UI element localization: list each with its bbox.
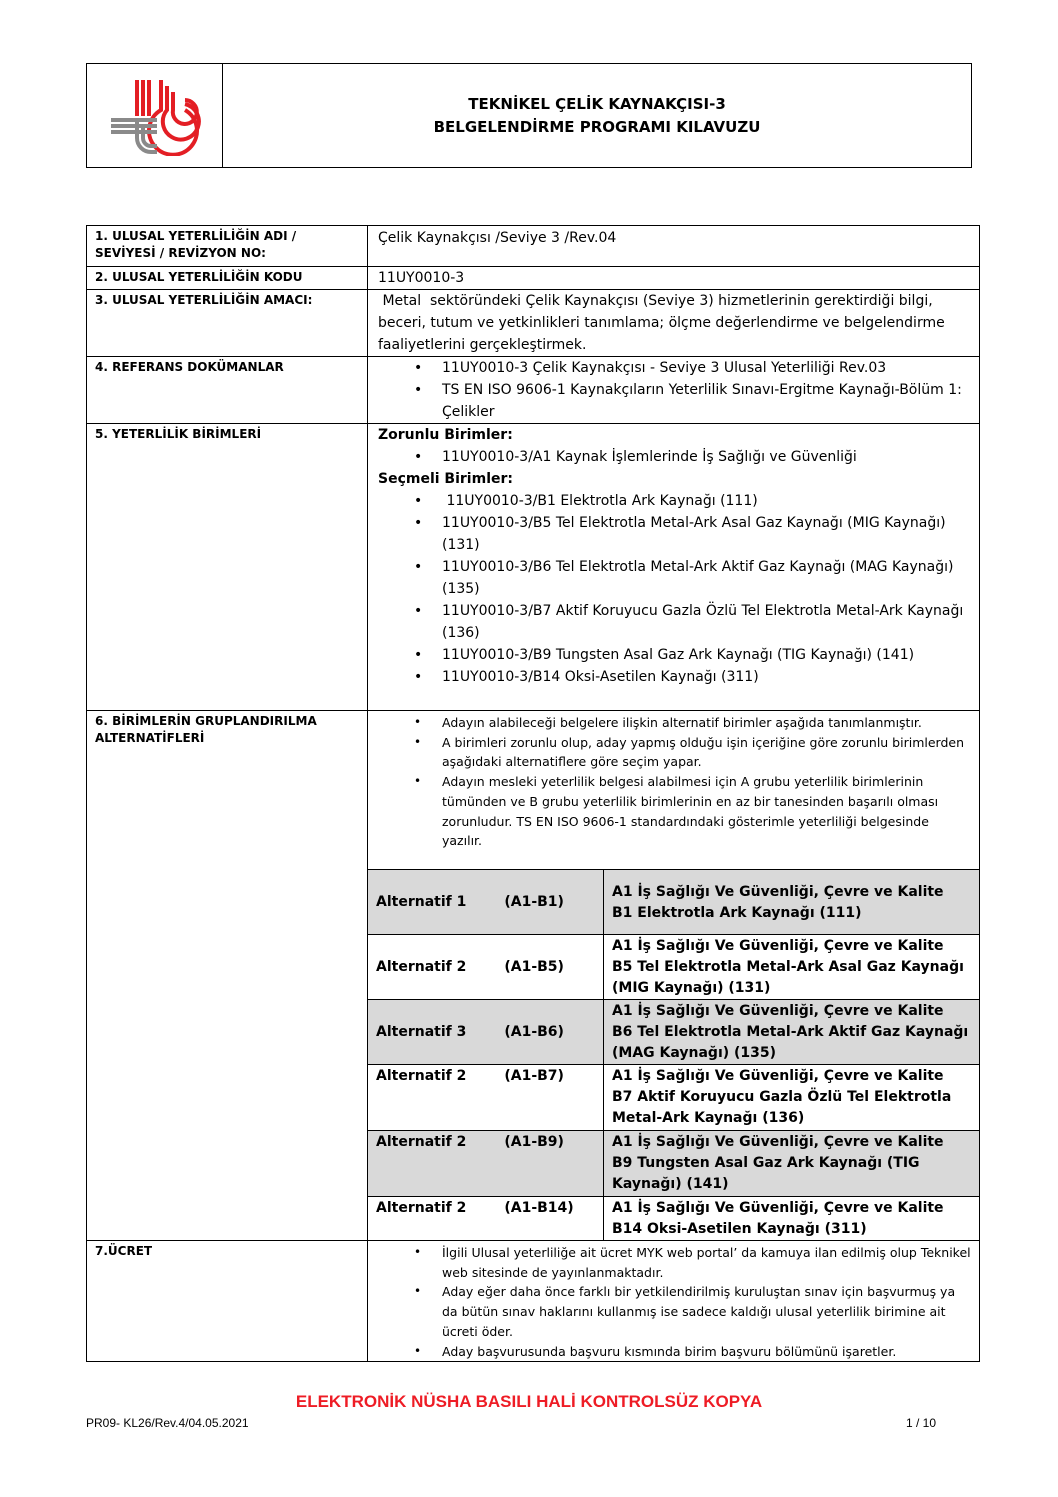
teknikel-logo-icon [107,76,203,156]
mandatory-units-title: Zorunlu Birimler: [378,427,513,443]
label-qualification-purpose: 3. ULUSAL YETERLİLİĞİN AMACI: [87,290,368,357]
grouping-notes [368,711,979,869]
label-grouping-alternatives [87,711,368,1241]
row-reference-documents [87,357,980,424]
logo-cell [87,64,223,167]
list-item: • 11UY0010-3 Çelik Kaynakçısı - Seviye 3 Ulusal Yeterliliği Rev.03 [442,357,971,379]
title-line-2: BELGELENDİRME PROGRAMI KILAVUZU [433,117,761,136]
label-qualification-name [87,226,368,267]
alternative-label: Alternatif 2 [376,958,467,975]
label-line: ALTERNATİFLERİ [95,731,205,745]
value-qualification-code: 11UY0010-3 [368,267,980,290]
alternative-label: Alternatif 1 [376,893,467,910]
list-item: • Aday eğer daha önce farklı bir yetkilendirilmiş kuruluştan sınav için başvurmuş ya da bütün sınav haklarını kullanmış ise sadece kaldığı ulusal yeterlilik birimine ait ücreti öder. [442,1282,971,1341]
detail-line: B7 Aktif Koruyucu Gazla Özlü Tel Elektrotla Metal-Ark Kaynağı (136) [612,1089,952,1126]
alternative-name [368,1197,604,1241]
uncontrolled-copy-warning: ELEKTRONİK NÜSHA BASILI HALİ KONTROLSÜZ KOPYA [295,1392,763,1411]
detail-line: A1 İş Sağlığı Ve Güvenliği, Çevre ve Kalite [612,938,944,954]
mandatory-units-list [378,446,971,468]
label-fee: 7.ÜCRET [87,1241,368,1362]
list-item: • İlgili Ulusal yeterliliğe ait ücret MYK web portal’ da kamuya ilan edilmiş olup Teknikel web sitesinde de yayınlanmaktadır. [442,1243,971,1282]
value-fee [368,1241,980,1362]
optional-units-list [378,490,971,688]
detail-line: B14 Oksi-Asetilen Kaynağı (311) [612,1221,867,1237]
detail-line: B1 Elektrotla Ark Kaynağı (111) [612,904,862,921]
row-qualification-units [87,424,980,711]
detail-line: B9 Tungsten Asal Gaz Ark Kaynağı (TIG Kaynağı) (141) [612,1155,920,1192]
alternative-name [368,1065,604,1131]
alternative-name [368,1000,604,1065]
alternatives-table [368,869,979,1240]
list-item: • TS EN ISO 9606-1 Kaynakçıların Yeterlilik Sınavı-Ergitme Kaynağı-Bölüm 1: Çelikler [442,379,971,423]
detail-line: A1 İş Sağlığı Ve Güvenliği, Çevre ve Kalite [612,1068,944,1084]
alternative-label: Alternatif 2 [376,1200,467,1216]
alternative-label: Alternatif 2 [376,1134,467,1150]
detail-line: B6 Tel Elektrotla Metal-Ark Aktif Gaz Kaynağı (MAG Kaynağı) (135) [612,1024,969,1061]
alternative-name [368,870,604,935]
table-row [368,1000,979,1065]
alternative-detail [604,1000,980,1065]
grouping-notes-list [378,713,971,851]
value-reference-documents [368,357,980,424]
row-qualification-code [87,267,980,290]
alternative-detail [604,1065,980,1131]
list-item: • A birimleri zorunlu olup, aday yapmış olduğu işin içeriğine göre zorunlu birimlerden aşağıdaki alternatiflere göre seçim yapar. [442,733,971,772]
detail-line: A1 İş Sağlığı Ve Güvenliği, Çevre ve Kalite [612,883,944,900]
table-row [368,935,979,1000]
row-fee [87,1241,980,1362]
label-qualification-code: 2. ULUSAL YETERLİLİĞİN KODU [87,267,368,290]
label-line: 1. ULUSAL YETERLİLİĞİN ADI / [95,229,297,243]
alternative-detail [604,1131,980,1197]
value-qualification-name: Çelik Kaynakçısı /Seviye 3 /Rev.04 [368,226,980,267]
detail-line: A1 İş Sağlığı Ve Güvenliği, Çevre ve Kalite [612,1200,944,1216]
table-row [368,1065,979,1131]
label-line: 6. BİRİMLERİN GRUPLANDIRILMA [95,714,317,728]
alternative-detail [604,1197,980,1241]
list-item: • 11UY0010-3/B9 Tungsten Asal Gaz Ark Kaynağı (TIG Kaynağı) (141) [442,644,971,666]
row-grouping-alternatives [87,711,980,1241]
alternative-detail [604,870,980,935]
alternative-code: (A1-B9) [504,1134,564,1150]
value-qualification-units [368,424,980,711]
alternative-code: (A1-B6) [504,1023,564,1040]
list-item: • Adayın alabileceği belgelere ilişkin alternatif birimler aşağıda tanımlanmıştır. [442,713,971,733]
list-item: • 11UY0010-3/B14 Oksi-Asetilen Kaynağı (311) [442,666,971,688]
title-line-1: TEKNİKEL ÇELİK KAYNAKÇISI-3 [468,94,726,113]
optional-units-title: Seçmeli Birimler: [378,471,513,487]
row-qualification-name [87,226,980,267]
document-header [86,63,972,168]
detail-line: A1 İş Sağlığı Ve Güvenliği, Çevre ve Kalite [612,1134,944,1150]
label-qualification-units: 5. YETERLİLİK BİRİMLERİ [87,424,368,711]
alternative-code: (A1-B14) [504,1200,574,1216]
list-item: • 11UY0010-3/B7 Aktif Koruyucu Gazla Özlü Tel Elektrotla Metal-Ark Kaynağı (136) [442,600,971,644]
list-item: • 11UY0010-3/B5 Tel Elektrotla Metal-Ark Asal Gaz Kaynağı (MIG Kaynağı) (131) [442,512,971,556]
alternative-label: Alternatif 2 [376,1068,467,1084]
table-row [368,870,979,935]
table-row [368,1131,979,1197]
alternative-label: Alternatif 3 [376,1023,467,1040]
alternative-code: (A1-B7) [504,1068,564,1084]
alternative-name [368,935,604,1000]
program-table [86,225,980,1362]
list-item: • Aday başvurusunda başvuru kısmında birim başvuru bölümünü işaretler. [442,1342,971,1362]
document-code: PR09- KL26/Rev.4/04.05.2021 [86,1416,249,1430]
table-row [368,1197,979,1241]
value-qualification-purpose: Metal sektöründeki Çelik Kaynakçısı (Seviye 3) hizmetlerinin gerektirdiği bilgi, beceri, tutum ve yetkinlikleri tanımlama; ölçme değerlendirme ve belgelendirme faaliyetlerini gerçekleştirmek. [368,290,980,357]
alternative-detail [604,935,980,1000]
document-title [223,64,971,167]
fee-list [378,1243,971,1361]
detail-line: A1 İş Sağlığı Ve Güvenliği, Çevre ve Kalite [612,1003,944,1019]
value-grouping-alternatives [368,711,980,1241]
alternative-code: (A1-B1) [504,893,564,910]
label-line: SEVİYESİ / REVİZYON NO: [95,246,266,260]
list-item: • 11UY0010-3/A1 Kaynak İşlemlerinde İş Sağlığı ve Güvenliği [442,446,971,468]
list-item: • 11UY0010-3/B6 Tel Elektrotla Metal-Ark Aktif Gaz Kaynağı (MAG Kaynağı) (135) [442,556,971,600]
alternative-code: (A1-B5) [504,958,564,975]
list-item: • 11UY0010-3/B1 Elektrotla Ark Kaynağı (111) [442,490,971,512]
detail-line: B5 Tel Elektrotla Metal-Ark Asal Gaz Kaynağı (MIG Kaynağı) (131) [612,959,964,996]
reference-list [378,357,971,423]
label-reference-documents: 4. REFERANS DOKÜMANLAR [87,357,368,424]
list-item: • Adayın mesleki yeterlilik belgesi alabilmesi için A grubu yeterlilik birimlerinin tümünden ve B grubu yeterlilik birimlerinin en az bir tanesinden başarılı olması zorunludur. TS EN ISO 9606-1 standardındaki gösterimle yeterliliği belgesinde yazılır. [442,772,971,851]
alternative-name [368,1131,604,1197]
page-number: 1 / 10 [905,1416,936,1430]
row-qualification-purpose [87,290,980,357]
